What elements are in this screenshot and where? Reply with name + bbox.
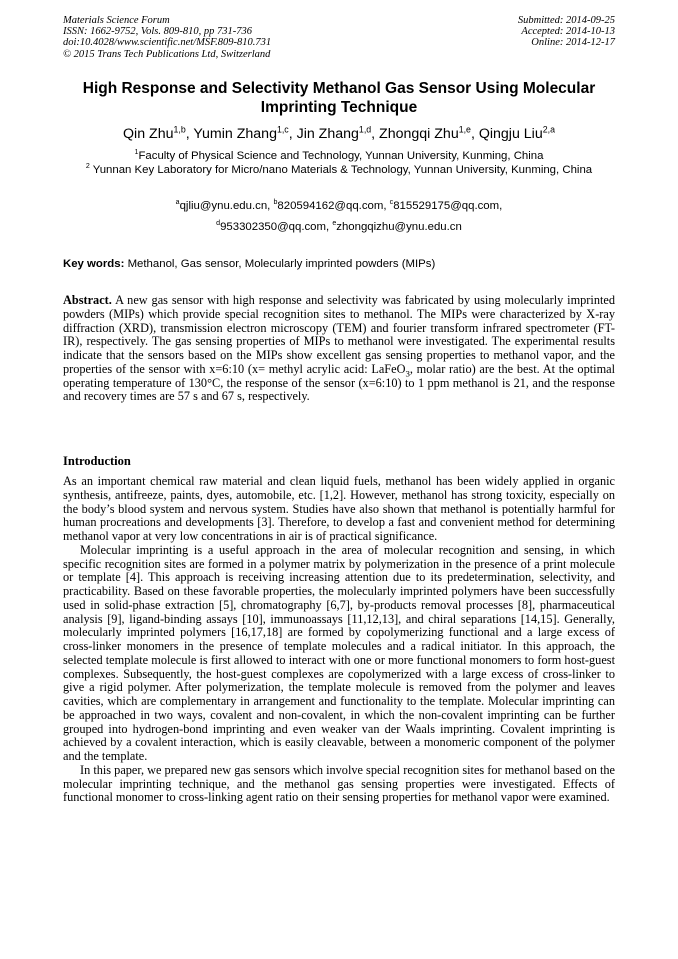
- affiliation-1: [70, 150, 608, 164]
- affiliation-mark: 2: [85, 163, 90, 171]
- paper-title: High Response and Selectivity Methanol Gas Sensor Using Molecular Imprinting Technique: [82, 80, 596, 116]
- copyright-line: © 2015 Trans Tech Publications Ltd, Switzerland: [63, 48, 271, 60]
- email-address: qjliu@ynu.edu.cn,: [179, 200, 274, 212]
- email-address: 820594162@qq.com,: [277, 200, 390, 212]
- author-list: [63, 126, 615, 143]
- paragraph: In this paper, we prepared new gas sensors which involve special recognition sites for methanol based on the molecular imprinting technique, and the methanol gas sensing properties were investigated. Effects of functional monomer to cross-linking agent ratio on their sensing properties for methanol vapor were examined.: [63, 762, 615, 805]
- email-mark: d: [216, 220, 221, 228]
- author-name: Qin Zhu: [123, 126, 174, 142]
- author-affiliation-mark: 1,b: [173, 124, 186, 135]
- email-line-1: [63, 200, 615, 214]
- publication-dates: [518, 15, 615, 49]
- author-affiliation-mark: 2,a: [542, 124, 555, 135]
- doi-line: doi:10.4028/www.scientific.net/MSF.809-810.731: [63, 37, 272, 49]
- email-mark: e: [332, 220, 337, 228]
- online-date: Online: 2014-12-17: [531, 37, 615, 49]
- affiliation-mark: 1: [134, 149, 139, 157]
- author-name: Yumin Zhang: [193, 126, 277, 142]
- email-line-2: [63, 221, 615, 235]
- author-affiliation-mark: 1,c: [276, 124, 289, 135]
- abstract-subscript: 3: [405, 368, 410, 379]
- author-separator: ,: [288, 126, 297, 142]
- keywords: [63, 257, 615, 271]
- submitted-date: Submitted: 2014-09-25: [517, 15, 615, 26]
- paragraph: As an important chemical raw material and clean liquid fuels, methanol has been widely applied in organic synthesis, antifreeze, paints, dyes, automobile, etc. [1,2]. However, methanol has strong toxicity, especially on the body’s blood system and nervous system. Studies have also shown that methanol is potentially harmful for human procreations and developments [3]. Therefore, to develop a fast and convenient method for determining methanol vapor at very low concentrations in air is of practical significance.: [63, 474, 615, 543]
- author-name: Zhongqi Zhu: [379, 126, 459, 142]
- keywords-text: Methanol, Gas sensor, Molecularly imprinted powders (MIPs): [124, 258, 436, 270]
- section-heading-introduction: Introduction: [63, 454, 131, 468]
- accepted-date: Accepted: 2014-10-13: [521, 26, 615, 38]
- author-separator: ,: [185, 126, 194, 142]
- journal-name: Materials Science Forum: [63, 15, 170, 26]
- journal-info: [63, 15, 271, 60]
- keywords-label: Key words:: [63, 258, 125, 270]
- email-mark: b: [273, 199, 278, 207]
- affiliation-2: [70, 164, 608, 178]
- author-affiliation-mark: 1,e: [458, 124, 471, 135]
- abstract-label: Abstract.: [63, 293, 112, 307]
- author-name: Jin Zhang: [296, 126, 359, 142]
- email-address: zhongqizhu@ynu.edu.cn: [336, 221, 462, 233]
- author-affiliation-mark: 1,d: [358, 124, 372, 135]
- email-mark: c: [389, 199, 394, 207]
- affiliation-text: Yunnan Key Laboratory for Micro/nano Materials & Technology, Yunnan University, Kunming, China: [92, 164, 593, 176]
- abstract-text-continued: , molar ratio) are the best. At the optimal operating temperature of 130°C, the response of the sensor (x=6:10) to 1 ppm methanol is 21, and the response and recovery times are 57 s and 67 s, respectively.: [63, 361, 616, 404]
- author-separator: ,: [371, 126, 380, 142]
- email-address: 953302350@qq.com,: [220, 221, 333, 233]
- author-separator: ,: [470, 126, 479, 142]
- abstract: [63, 294, 615, 404]
- affiliation-text: Faculty of Physical Science and Technology, Yunnan University, Kunming, China: [138, 150, 544, 162]
- introduction-body: [63, 475, 615, 805]
- author-name: Qingju Liu: [478, 126, 543, 142]
- abstract-text: A new gas sensor with high response and selectivity was fabricated by using molecularly imprinted powders (MIPs) which provide special recognition sites to methanol. The MIPs were characterized by X-ray diffraction (XRD), transmission electron microscopy (TEM) and fourier transform infrared spectrometer (FT-IR), respectively. The gas sensing properties of MIPs to methanol were investigated. The experimental results indicate that the sensors based on the MIPs show excellent gas sensing properties to methanol vapor, and the properties of the sensor with x=6:10 (x= methyl acrylic acid: LaFeO: [63, 293, 615, 376]
- paragraph: Molecular imprinting is a useful approach in the area of molecular recognition and sensing, in which specific recognition sites are formed in a polymer matrix by polymerization in the presence of a print molecule or template [4]. This approach is receiving increasing attention due to its predetermination, selectivity, and practicability. Based on these favorable properties, the molecularly imprinted polymers have been successfully used in solid-phase extraction [5], chromatography [6,7], by-products removal processes [8], pharmaceutical analysis [9], ligand-binding assays [10], immunoassays [11,12,13], and chiral separations [14,15]. Generally, molecularly imprinted polymers [16,17,18] are formed by copolymerizing functional and a large excess of cross-linker monomers in the presence of template molecules and a radical initiator. In this approach, the selected template molecule is first allowed to interact with one or more functional monomers to form host-guest complexes. Subsequently, the host-guest complexes are copolymerized with a large excess of cross-linker to give a rigid polymer. After polymerization, the template molecule is removed from the polymer and leaves cavities, which are complementary in arrangement and functionality to the template. Molecular imprinting can be approached in two ways, covalent and non-covalent, in which the non-covalent imprinting can be further grouped into hydrogen-bond imprinting and even weaker van der Waals imprinting. Covalent imprinting is achieved by a covalent interaction, which is easily cleavable, between a monomeric component of the polymer and the template.: [63, 542, 615, 763]
- issn-line: ISSN: 1662-9752, Vols. 809-810, pp 731-736: [63, 26, 252, 38]
- email-mark: a: [175, 199, 180, 207]
- email-address: 815529175@qq.com,: [393, 200, 503, 212]
